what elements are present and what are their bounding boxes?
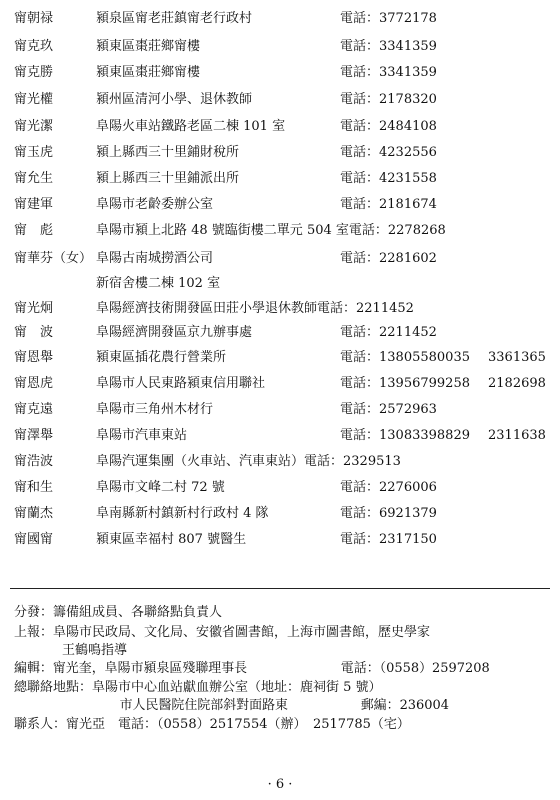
entry-name: 甯克勝 xyxy=(14,65,54,80)
entry-phone: 電話：2276006 xyxy=(340,480,437,495)
entry-address: 阜南縣新村鎮新村行政村 4 隊 xyxy=(96,506,269,521)
entry-phone: 電話：13805580035 xyxy=(340,350,470,365)
entry-address: 潁州區清河小學、退休教師 xyxy=(96,92,253,107)
entry-name: 甯和生 xyxy=(14,480,54,495)
entry-address: 潁上縣西三十里鋪財稅所 xyxy=(96,145,240,160)
entry-row xyxy=(0,423,560,448)
entry-phone: 電話：2317150 xyxy=(340,532,437,547)
entry-phone: 電話：3341359 xyxy=(340,65,437,80)
report-line-continued: 王鶴鳴指導 xyxy=(62,643,128,658)
entry-phone: 電話：2178320 xyxy=(340,92,437,107)
entry-phone: 電話：2572963 xyxy=(340,402,437,417)
entry-name: 甯浩波 xyxy=(14,454,54,469)
report-line: 上報：阜陽市民政局、文化局、安徽省圖書館，上海市圖書館，歷史學家 xyxy=(14,625,431,640)
entry-phone: 電話：3772178 xyxy=(340,11,437,26)
entry-row xyxy=(0,140,560,165)
entry-name: 甯華芬（女） xyxy=(14,251,93,266)
entry-name: 甯 波 xyxy=(14,325,54,340)
entry-phone-secondary: 3361365 xyxy=(488,350,546,365)
entry-name: 甯 彪 xyxy=(14,223,54,238)
entry-address-continuation: 新宿舍樓二棟 102 室 xyxy=(96,276,221,291)
entry-row xyxy=(0,475,560,500)
entry-address: 阜陽汽運集團（火車站、汽車東站）電話：2329513 xyxy=(96,454,401,469)
entry-address: 潁東區棗莊鄉甯樓 xyxy=(96,65,201,80)
entry-row xyxy=(0,60,560,85)
entry-phone: 電話：2484108 xyxy=(340,119,437,134)
entry-row xyxy=(0,320,560,345)
entry-address: 阜陽市老齡委辦公室 xyxy=(96,197,214,212)
postal-code: 郵編：236004 xyxy=(360,698,450,713)
editor-label: 編輯：甯光奎，阜陽市潁泉區殘聯理事長 xyxy=(14,661,248,676)
entry-address: 阜陽市三角州木材行 xyxy=(96,402,214,417)
divider-line xyxy=(10,588,550,589)
entry-name: 甯恩虎 xyxy=(14,376,54,391)
entry-row xyxy=(0,501,560,526)
entry-address: 潁上縣西三十里鋪派出所 xyxy=(96,171,240,186)
contact-address-line-continued xyxy=(14,697,552,715)
entry-address: 阜陽市潁上北路 48 號臨街樓二單元 504 室電話：2278268 xyxy=(96,223,446,238)
entry-row xyxy=(0,397,560,422)
entry-address: 潁東區幸福村 807 號醫生 xyxy=(96,532,247,547)
entry-address: 阜陽市汽車東站 xyxy=(96,428,188,443)
entry-name: 甯克玖 xyxy=(14,39,54,54)
entry-address: 阜陽經濟開發區京九辦事處 xyxy=(96,325,253,340)
entry-address: 阜陽火車站鐵路老區二棟 101 室 xyxy=(96,119,286,134)
entry-phone-secondary: 2311638 xyxy=(488,428,546,443)
entry-name: 甯蘭杰 xyxy=(14,506,54,521)
entry-name: 甯光炯 xyxy=(14,301,54,316)
entry-name: 甯建軍 xyxy=(14,197,54,212)
entry-name: 甯允生 xyxy=(14,171,54,186)
entry-name: 甯澤舉 xyxy=(14,428,54,443)
entry-row xyxy=(0,114,560,139)
entry-row xyxy=(0,449,560,474)
entry-row xyxy=(0,34,560,59)
entry-address: 潁東區棗莊鄉甯樓 xyxy=(96,39,201,54)
entry-row xyxy=(0,246,560,271)
entry-phone: 電話：13956799258 xyxy=(340,376,470,391)
entry-phone: 電話：4232556 xyxy=(340,145,437,160)
contact-address-detail: 市人民醫院住院部斜對面路東 xyxy=(119,698,288,713)
entry-row xyxy=(0,527,560,552)
editor-line xyxy=(14,660,552,678)
entry-phone: 電話：3341359 xyxy=(340,39,437,54)
entry-name: 甯朝禄 xyxy=(14,11,54,26)
entry-row xyxy=(0,296,560,321)
page-number: · 6 · xyxy=(267,777,293,792)
contact-person-line: 聯系人：甯光亞 電話：（0558）2517554（辦） 2517785（宅） xyxy=(14,717,410,732)
entry-address: 阜陽市文峰二村 72 號 xyxy=(96,480,225,495)
editor-phone: 電話：（0558）2597208 xyxy=(340,661,490,676)
entry-row xyxy=(0,345,560,370)
entry-name: 甯光潔 xyxy=(14,119,54,134)
entry-phone-secondary: 2182698 xyxy=(488,376,546,391)
entry-row xyxy=(0,371,560,396)
entry-address: 潁泉區甯老莊鎮甯老行政村 xyxy=(96,11,253,26)
entry-address: 阜陽古南城撈酒公司 xyxy=(96,251,214,266)
entry-name: 甯克遠 xyxy=(14,402,54,417)
entry-address: 潁東區插花農行營業所 xyxy=(96,350,227,365)
entry-phone: 電話：2281602 xyxy=(340,251,437,266)
entry-phone: 電話：2211452 xyxy=(340,325,437,340)
entry-phone: 電話：4231558 xyxy=(340,171,437,186)
entry-phone: 電話：6921379 xyxy=(340,506,437,521)
entry-row xyxy=(0,166,560,191)
entry-phone: 電話：2181674 xyxy=(340,197,437,212)
entry-phone: 電話：13083398829 xyxy=(340,428,470,443)
entry-name: 甯恩舉 xyxy=(14,350,54,365)
entry-name: 甯國甯 xyxy=(14,532,54,547)
distribution-line: 分發：籌備組成員、各聯絡點負責人 xyxy=(14,605,223,620)
entry-row xyxy=(0,192,560,217)
entry-name: 甯玉虎 xyxy=(14,145,54,160)
entry-row xyxy=(0,218,560,243)
entry-row xyxy=(0,87,560,112)
entry-address: 阜陽經濟技術開發區田莊小學退休教師電話：2211452 xyxy=(96,301,414,316)
contact-address-line: 總聯絡地點：阜陽市中心血站獻血辦公室（地址：鹿祠街 5 號） xyxy=(14,680,382,695)
entry-name: 甯光權 xyxy=(14,92,54,107)
entry-row xyxy=(0,6,560,31)
entry-address: 阜陽市人民東路潁東信用聯社 xyxy=(96,376,266,391)
